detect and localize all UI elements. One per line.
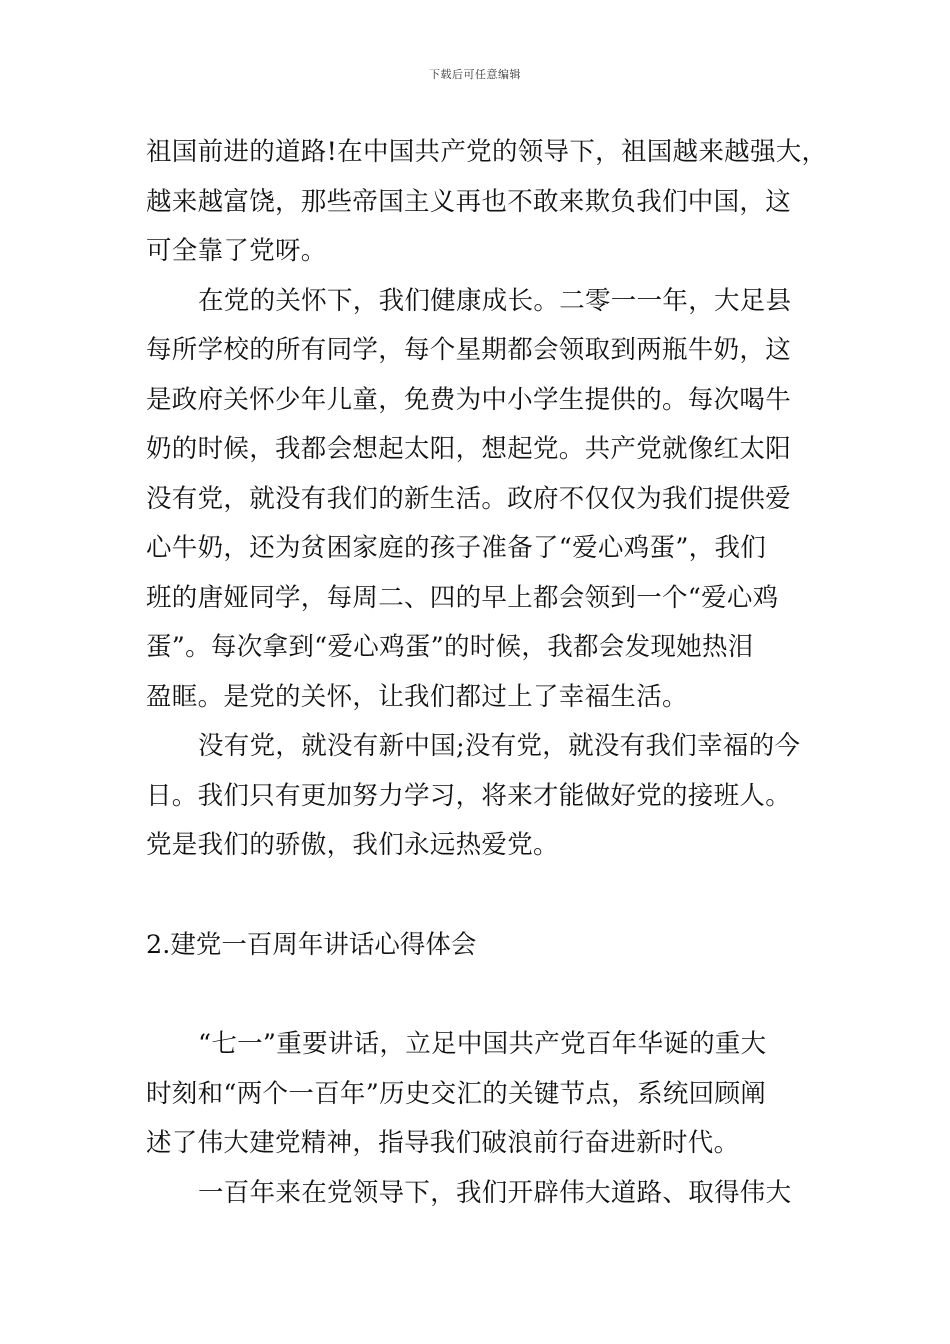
text-line: 日。我们只有更加努力学习，将来才能做好党的接班人。	[146, 780, 792, 811]
document-body	[146, 128, 836, 1218]
text-line: 没有党，就没有我们的新生活。政府不仅仅为我们提供爱	[146, 483, 792, 514]
text-line: 祖国前进的道路!在中国共产党的领导下，祖国越来越强大，	[146, 137, 828, 167]
text-line: 党是我们的骄傲，我们永远热爱党。	[146, 830, 559, 860]
text-line: 没有党，就没有新中国;没有党，就没有我们幸福的今	[198, 731, 801, 761]
text-line: 蛋”。每次拿到“爱心鸡蛋”的时候，我都会发现她热泪	[146, 632, 754, 662]
paragraph	[146, 1169, 836, 1219]
text-line: 时刻和“两个一百年”历史交汇的关键节点，系统回顾阐	[146, 1078, 767, 1109]
paragraph	[146, 1020, 836, 1169]
text-line: 是政府关怀少年儿童，免费为中小学生提供的。每次喝牛	[146, 384, 792, 415]
text-line: 可全靠了党呀。	[146, 236, 327, 266]
section-heading: 2.建党一百周年讲话心得体会	[146, 929, 477, 960]
page-header-note: 下载后可任意编辑	[429, 68, 521, 81]
text-line: 述了伟大建党精神，指导我们破浪前行奋进新时代。	[146, 1128, 740, 1158]
text-line: 一百年来在党领导下，我们开辟伟大道路、取得伟大	[198, 1177, 792, 1208]
text-line: 班的唐娅同学，每周二、四的早上都会领到一个“爱心鸡	[146, 582, 779, 613]
text-line: 盈眶。是党的关怀，让我们都过上了幸福生活。	[146, 681, 688, 712]
spacer	[146, 871, 836, 921]
text-line: 奶的时候，我都会想起太阳，想起党。共产党就像红太阳	[146, 434, 792, 464]
spacer	[146, 970, 836, 1020]
text-line: 每所学校的所有同学，每个星期都会领取到两瓶牛奶，这	[146, 335, 792, 365]
paragraph	[146, 128, 836, 277]
text-line: 越来越富饶，那些帝国主义再也不敢来欺负我们中国，这	[146, 186, 792, 217]
text-line: 心牛奶，还为贫困家庭的孩子准备了“爱心鸡蛋”，我们	[146, 533, 767, 563]
text-line: 在党的关怀下，我们健康成长。二零一一年，大足县	[198, 285, 792, 316]
text-line: “七一”重要讲话，立足中国共产党百年华诞的重大	[198, 1029, 767, 1059]
paragraph	[146, 277, 836, 723]
paragraph	[146, 722, 836, 871]
